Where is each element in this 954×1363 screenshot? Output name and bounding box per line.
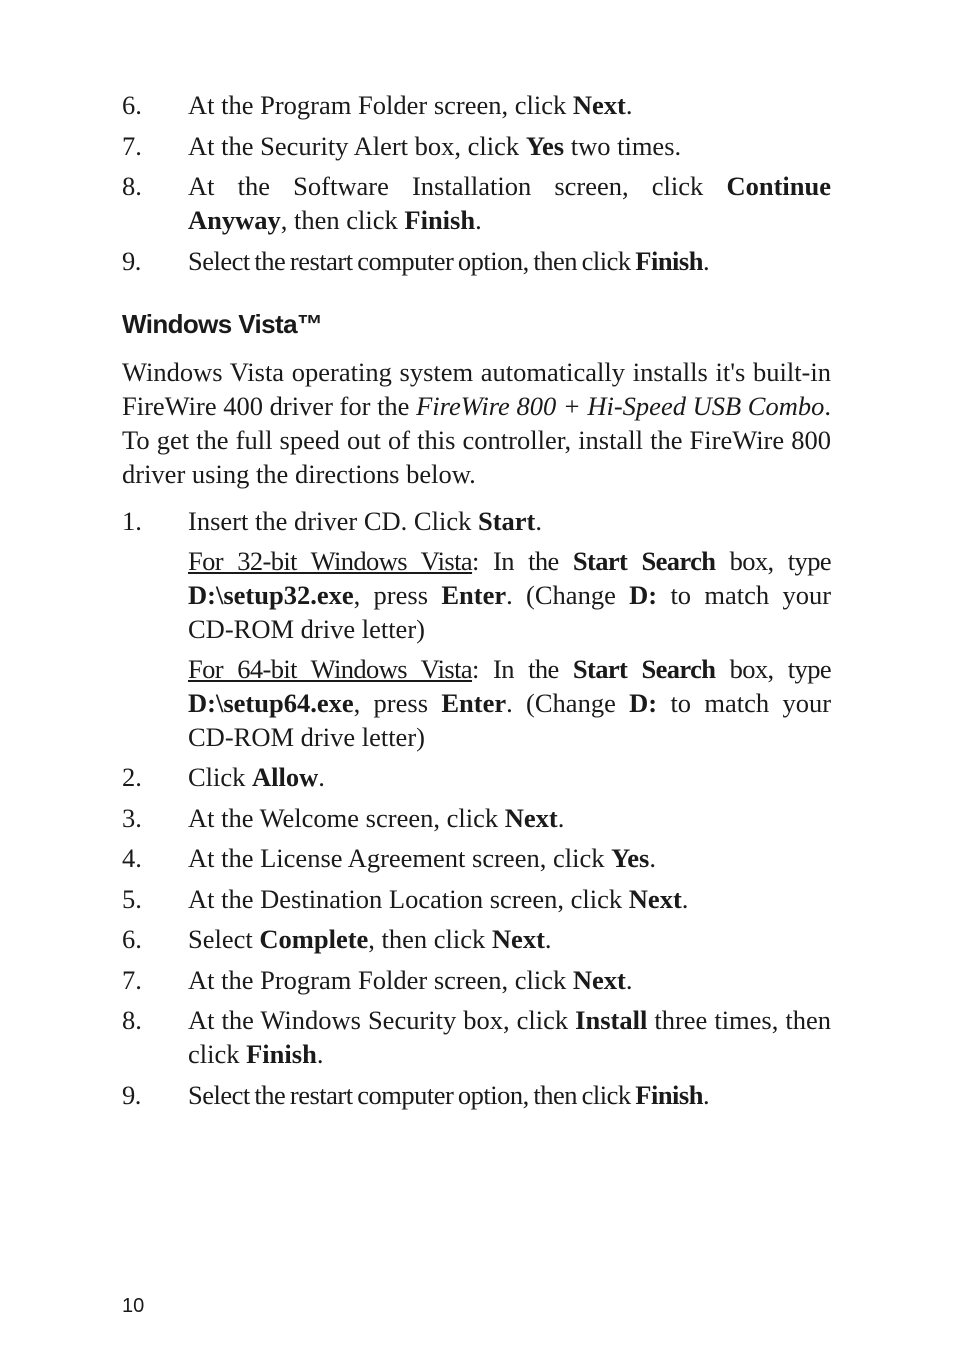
step-number: 4. [122, 843, 142, 873]
vista-step-8: 8. At the Windows Security box, click Install three times, then click Finish. [122, 1005, 831, 1069]
step-number: 8. [122, 1005, 142, 1035]
step-number: 7. [122, 130, 142, 161]
step-number: 5. [122, 883, 142, 914]
vista-step-5: 5. At the Destination Location screen, click Next. [122, 883, 689, 914]
step-number: 3. [122, 802, 142, 833]
step-number: 9. [122, 1079, 141, 1110]
step-number: 6. [122, 90, 142, 120]
step-number: 8. [122, 171, 142, 201]
section-heading-windows-vista: Windows Vista™ [122, 308, 323, 339]
vista-step-6: 6. Select Complete, then click Next. [122, 924, 552, 954]
step-number: 2. [122, 762, 142, 792]
manual-page [122, 88, 831, 1118]
step-number: 1. [122, 505, 142, 536]
vista-step-3: 3. At the Welcome screen, click Next. [122, 802, 565, 833]
vista-steps-list [122, 504, 831, 1112]
step-number: 6. [122, 924, 142, 954]
vista-intro-paragraph: Windows Vista operating system automatically installs it's built-in FireWire 400 driver for the FireWire 800 + Hi-Speed USB Combo. To get the full speed out of this controller, install the FireWire 800 driver using the directions below. [122, 356, 831, 489]
step-number: 9. [122, 245, 141, 276]
vista-32bit-instructions: For 32-bit Windows Vista: In the Start Search box, type D:\setup32.exe, press Enter. (Change D: to match your CD-ROM drive letter) [188, 545, 832, 644]
page-number: 10 [122, 1295, 145, 1317]
xp-step-6: 6. At the Program Folder screen, click Next. [122, 90, 633, 120]
xp-step-9: 9. Select the restart computer option, then click Finish. [122, 245, 710, 276]
vista-step-2: 2. Click Allow. [122, 762, 325, 792]
xp-step-7: 7. At the Security Alert box, click Yes two times. [122, 130, 682, 161]
step-number: 7. [122, 964, 142, 995]
vista-step-7: 7. At the Program Folder screen, click Next. [122, 964, 633, 995]
vista-step-4: 4. At the License Agreement screen, click Yes. [122, 843, 656, 873]
vista-64bit-instructions: For 64-bit Windows Vista: In the Start Search box, type D:\setup64.exe, press Enter. (Change D: to match your CD-ROM drive letter) [188, 653, 832, 752]
vista-step-1: 1. Insert the driver CD. Click Start. For 32-bit Windows Vista: In the Start Search box, type D:\setup32.exe, press Enter. (Change D: to match your CD-ROM drive letter) For 64-bit Windows Vista: In the Start Search box, type D:\setup64.exe, press Enter. (Change D: to match your CD-ROM drive letter) [122, 505, 832, 752]
vista-step-9: 9. Select the restart computer option, then click Finish. [122, 1079, 710, 1110]
xp-steps-list [122, 88, 831, 278]
xp-step-8: 8. At the Software Installation screen, click Continue Anyway, then click Finish. [122, 171, 831, 235]
